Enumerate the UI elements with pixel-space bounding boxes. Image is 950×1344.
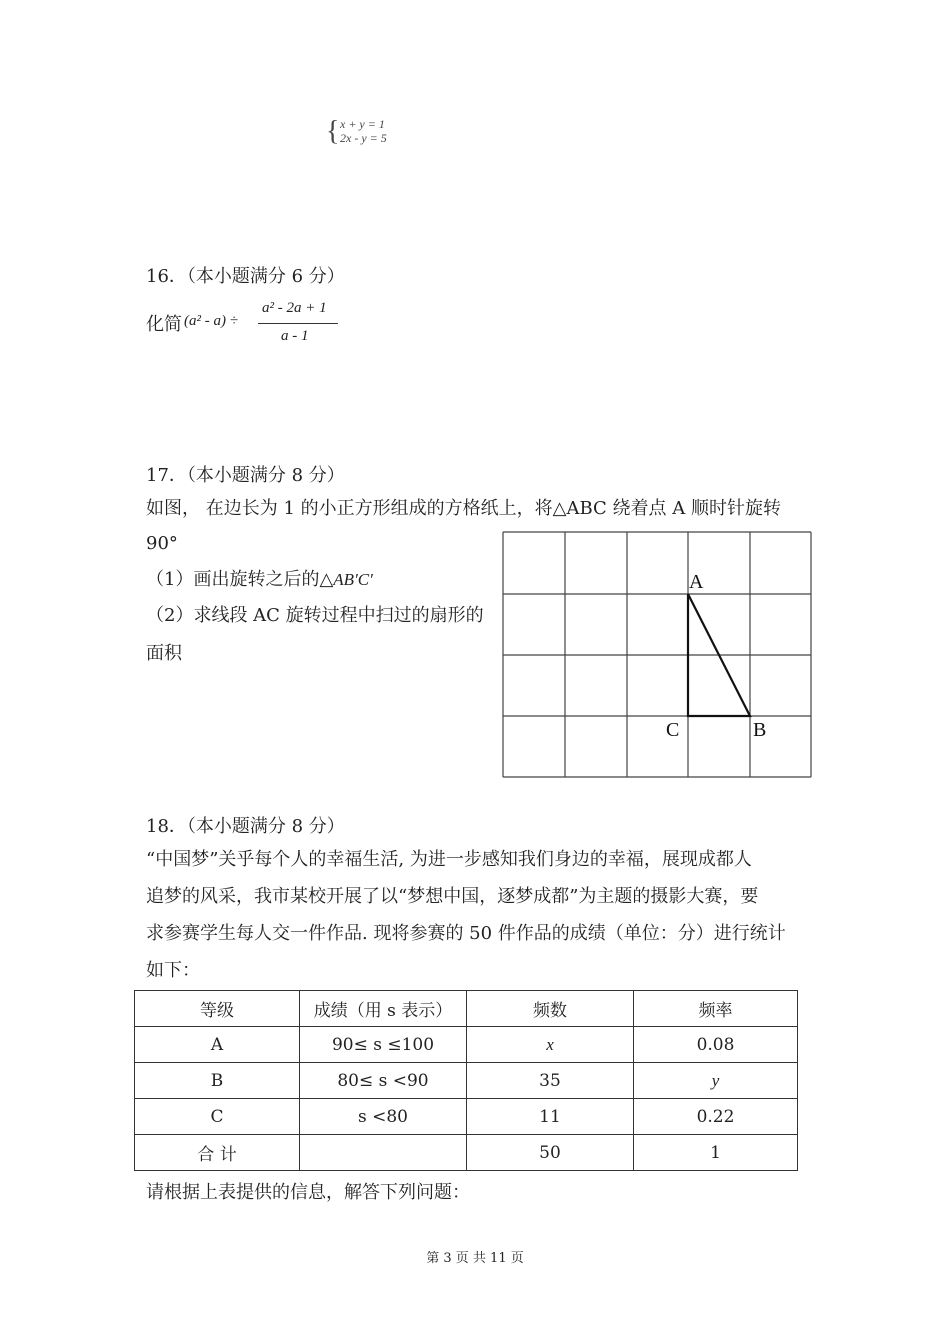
q17-part1-text: （1）画出旋转之后的△ — [146, 569, 334, 590]
q17-part2a: （2）求线段 AC 旋转过程中扫过的扇形的 — [146, 605, 484, 626]
table-cell: B — [135, 1063, 300, 1099]
q17-line2: 90° — [146, 533, 178, 554]
q18-line1: “中国梦”关乎每个人的幸福生活, 为进一步感知我们身边的幸福，展现成都人 — [146, 849, 752, 870]
table-row — [135, 1027, 798, 1063]
header-score: 成绩（用 s 表示） — [300, 991, 467, 1027]
q16-prompt: 化简 — [146, 314, 182, 335]
q18-line2: 追梦的风采，我市某校开展了以“梦想中国，逐梦成都”为主题的摄影大赛，要 — [146, 886, 759, 907]
header-grade: 等级 — [135, 991, 300, 1027]
q18-line3: 求参赛学生每人交一件作品. 现将参赛的 50 件作品的成绩（单位：分）进行统计 — [146, 923, 786, 944]
table-cell: 0.22 — [634, 1099, 798, 1135]
fraction-denominator: a - 1 — [281, 328, 309, 344]
q17-part1 — [146, 565, 373, 591]
table-cell: 合 计 — [135, 1135, 300, 1171]
table-cell: 0.08 — [634, 1027, 798, 1063]
page-footer: 第 3 页 共 11 页 — [426, 1251, 524, 1266]
table-row — [135, 1063, 798, 1099]
q17-part1-math: AB′C′ — [333, 570, 373, 589]
q17-heading: 17．（本小题满分 8 分） — [146, 465, 345, 486]
score-table — [134, 990, 798, 1171]
fraction-numerator: a² - 2a + 1 — [262, 300, 327, 316]
table-cell: 1 — [634, 1135, 798, 1171]
table-cell: 11 — [467, 1099, 634, 1135]
q16-expr-left: (a² - a) ÷ — [184, 313, 238, 329]
table-cell: x — [467, 1027, 634, 1063]
table-header-row — [135, 991, 798, 1027]
table-cell: C — [135, 1099, 300, 1135]
label-a: A — [689, 571, 704, 593]
q16-heading: 16．（本小题满分 6 分） — [146, 266, 345, 287]
label-b: B — [753, 719, 767, 741]
q17-line1: 如图， 在边长为 1 的小正方形组成的方格纸上，将△ABC 绕着点 A 顺时针旋转 — [146, 498, 781, 519]
q18-after: 请根据上表提供的信息，解答下列问题： — [146, 1182, 470, 1203]
table-cell: s <80 — [300, 1099, 467, 1135]
q18-line4: 如下： — [146, 960, 200, 981]
fraction-bar — [258, 323, 338, 324]
table-row — [135, 1099, 798, 1135]
label-c: C — [666, 719, 680, 741]
table-cell: A — [135, 1027, 300, 1063]
brace-symbol: { — [326, 116, 340, 147]
q18-heading: 18．（本小题满分 8 分） — [146, 816, 345, 837]
grid-figure — [500, 528, 816, 782]
table-cell: 90≤ s ≤100 — [300, 1027, 467, 1063]
header-rate: 频率 — [634, 991, 798, 1027]
equation-1: x + y = 1 — [340, 117, 385, 131]
header-frequency: 频数 — [467, 991, 634, 1027]
table-row — [135, 1135, 798, 1171]
equation-2: 2x - y = 5 — [340, 131, 387, 145]
q17-part2b: 面积 — [146, 643, 182, 664]
table-cell: y — [634, 1063, 798, 1099]
table-cell: 35 — [467, 1063, 634, 1099]
table-cell: 80≤ s <90 — [300, 1063, 467, 1099]
table-cell — [300, 1135, 467, 1171]
table-cell: 50 — [467, 1135, 634, 1171]
